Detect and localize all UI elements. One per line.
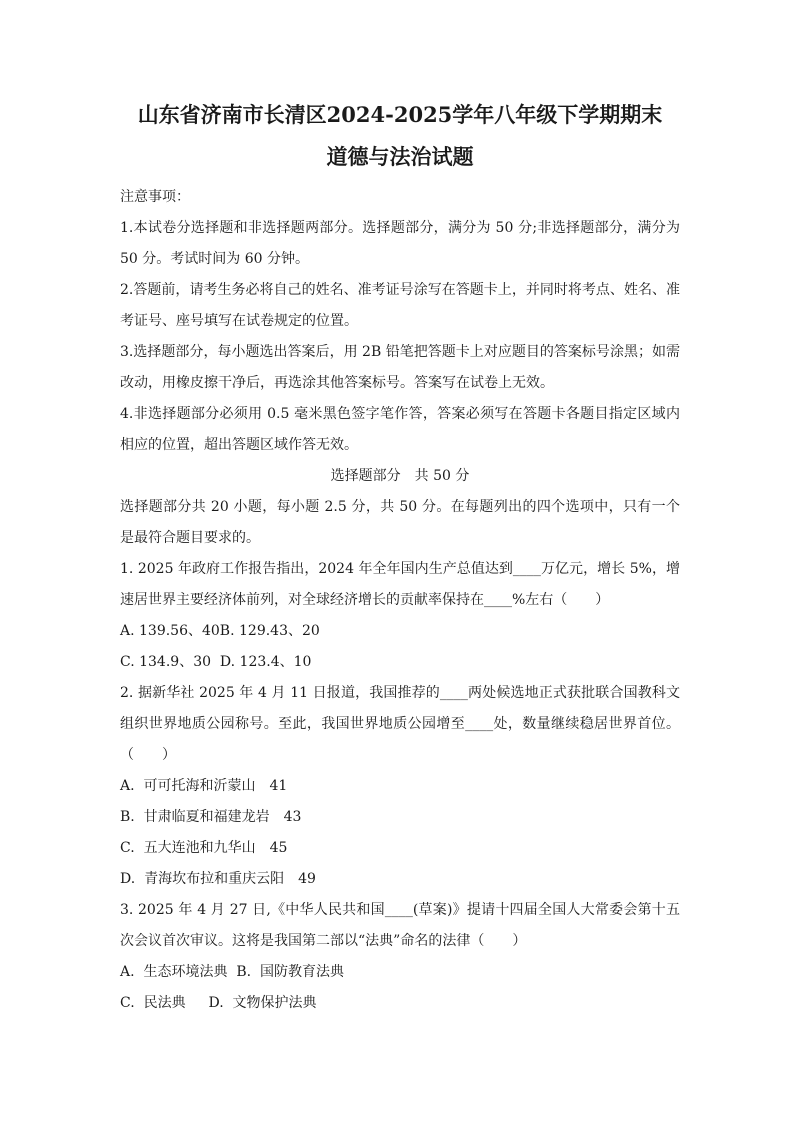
question-1-options-row-1: A. 139.56、40B. 129.43、20: [120, 623, 320, 639]
document-title: 山东省济南市长清区2024-2025学年八年级下学期期末: [137, 102, 663, 127]
notice-heading: 注意事项：: [120, 189, 190, 205]
question-2-option-a: A. 可可托海和沂蒙山 41: [120, 778, 288, 794]
notice-item-4: 4.非选择题部分必须用 0.5 毫米黑色签字笔作答，答案必须写在答题卡各题目指定区域内相应的位置，超出答题区域作答无效。: [120, 406, 680, 453]
notice-item-2: 2.答题前，请考生务必将自己的姓名、准考证号涂写在答题卡上，并同时将考点、姓名、准考证号、座号填写在试卷规定的位置。: [120, 282, 680, 329]
question-2-option-b: B. 甘肃临夏和福建龙岩 43: [120, 809, 302, 825]
question-2-option-d: D. 青海坎布拉和重庆云阳 49: [120, 871, 316, 887]
question-1-stem: 1. 2025 年政府工作报告指出，2024 年全年国内生产总值达到____万亿元，增长 5%，增速居世界主要经济体前列，对全球经济增长的贡献率保持在____%左右（ ）: [120, 561, 680, 608]
question-3-options-row-2: C. 民法典 D. 文物保护法典: [120, 995, 317, 1011]
question-2-option-c: C. 五大连池和九华山 45: [120, 840, 288, 856]
document-content: [120, 100, 680, 1019]
question-1-options-row-2: C. 134.9、30 D. 123.4、10: [120, 654, 312, 670]
question-3-options-row-1: A. 生态环境法典 B. 国防教育法典: [120, 964, 344, 980]
section-heading: 选择题部分 共 50 分: [330, 468, 470, 484]
section-intro: 选择题部分共 20 小题，每小题 2.5 分，共 50 分。在每题列出的四个选项中，只有一个是最符合题目要求的。: [120, 499, 680, 546]
notice-item-1: 1.本试卷分选择题和非选择题两部分。选择题部分，满分为 50 分;非选择题部分，满分为 50 分。考试时间为 60 分钟。: [120, 220, 680, 267]
notice-item-3: 3.选择题部分，每小题选出答案后，用 2B 铅笔把答题卡上对应题目的答案标号涂黑；如需改动，用橡皮擦干净后，再选涂其他答案标号。答案写在试卷上无效。: [120, 344, 680, 391]
document-subtitle: 道德与法治试题: [326, 144, 474, 169]
question-3-stem: 3. 2025 年 4 月 27 日,《中华人民共和国____(草案)》提请十四届全国人大常委会第十五次会议首次审议。这将是我国第二部以“法典”命名的法律（ ）: [120, 902, 680, 949]
question-2-stem: 2. 据新华社 2025 年 4 月 11 日报道，我国推荐的____两处候选地正式获批联合国教科文组织世界地质公园称号。至此，我国世界地质公园增至____处，数量继续稳居世界首位。（ ）: [120, 685, 680, 763]
